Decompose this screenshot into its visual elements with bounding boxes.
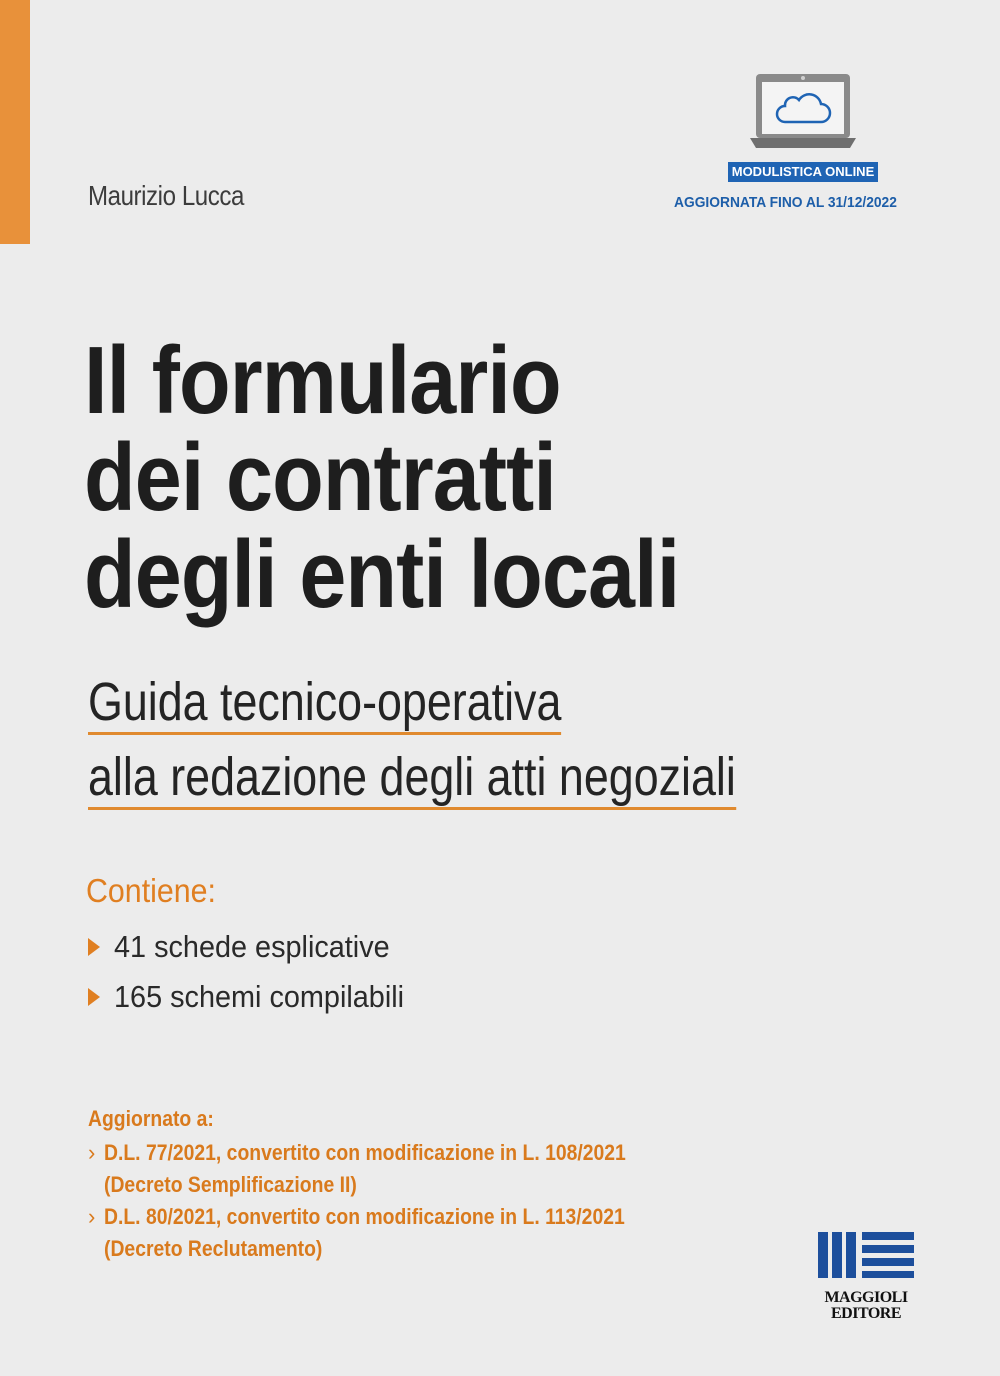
updated-item-line: (Decreto Reclutamento): [104, 1236, 323, 1261]
title-line: Il formulario: [84, 327, 561, 434]
updated-item-line: D.L. 77/2021, convertito con modificazione in L. 108/2021: [104, 1140, 626, 1165]
chevron-right-icon: ›: [88, 1140, 96, 1165]
updated-item: [88, 1137, 697, 1201]
contents-list: [88, 922, 426, 1022]
badge-update-date: AGGIORNATA FINO AL 31/12/2022: [674, 194, 897, 211]
subtitle-line: Guida tecnico-operativa: [88, 672, 561, 735]
publisher-line: MAGGIOLI: [824, 1289, 908, 1306]
chevron-right-icon: ›: [88, 1204, 96, 1229]
title-line: dei contratti: [84, 424, 557, 531]
list-item: [88, 972, 426, 1022]
list-item-label: 41 schede esplicative: [114, 929, 390, 964]
contains-heading: Contiene:: [86, 872, 216, 909]
updated-item-line: (Decreto Semplificazione II): [104, 1172, 357, 1197]
title-line: degli enti locali: [84, 521, 680, 628]
updated-item: [88, 1201, 697, 1265]
updated-heading: Aggiornato a:: [88, 1106, 214, 1131]
updated-section: [88, 1106, 697, 1265]
triangle-bullet-icon: [88, 988, 100, 1006]
online-forms-badge: [660, 70, 920, 220]
publisher-logo-icon: [818, 1232, 914, 1280]
list-item-label: 165 schemi compilabili: [114, 979, 405, 1014]
updated-item-line: D.L. 80/2021, convertito con modificazione in L. 113/2021: [104, 1204, 625, 1229]
book-title: [84, 327, 680, 628]
orange-edge-tab: [0, 0, 30, 244]
publisher-line: EDITORE: [830, 1305, 901, 1322]
list-item: [88, 922, 426, 972]
subtitle-line: alla redazione degli atti negoziali: [88, 747, 736, 810]
publisher-logo: [816, 1232, 916, 1322]
author-name: Maurizio Lucca: [88, 180, 244, 211]
triangle-bullet-icon: [88, 938, 100, 956]
laptop-cloud-icon: [750, 70, 856, 156]
book-subtitle: [88, 668, 736, 818]
badge-label: MODULISTICA ONLINE: [728, 162, 878, 182]
publisher-name: [816, 1290, 916, 1322]
